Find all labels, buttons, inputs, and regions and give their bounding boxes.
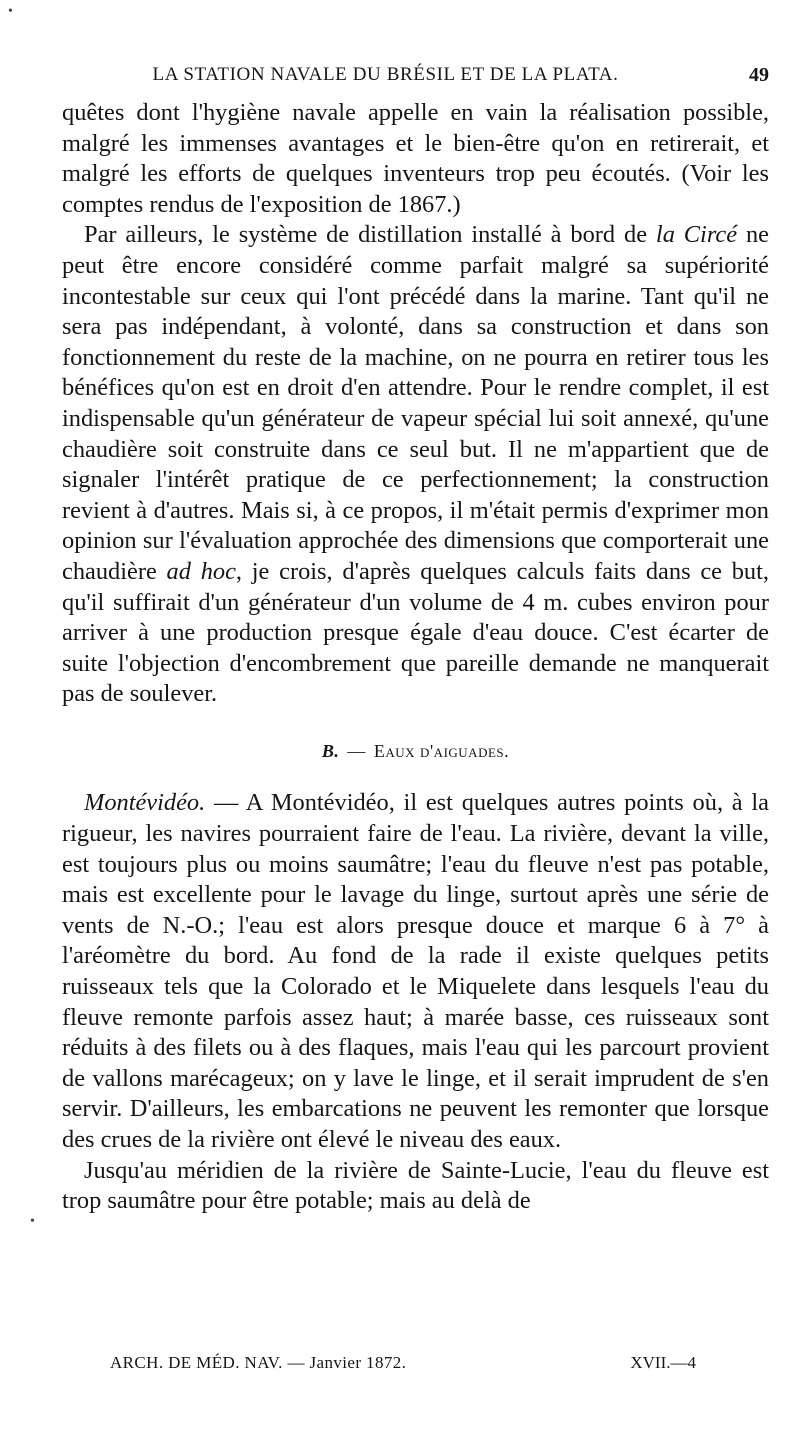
body-text: [62, 98, 769, 1217]
running-header: [62, 64, 769, 94]
ship-name: la Circé: [655, 221, 738, 249]
place-name: Montévidéo.: [84, 789, 206, 817]
margin-mark: •: [8, 4, 13, 19]
latin-term: ad hoc: [166, 557, 236, 585]
section-dash: —: [347, 740, 366, 761]
page-number: 49: [749, 64, 769, 86]
margin-mark: •: [30, 1214, 35, 1229]
paragraph-distillation: [62, 220, 769, 710]
paragraph-text: , je crois, d'après quelques calculs faits dans ce but, qu'il suffirait d'un générateur d'un volume de 4 m. cubes environ pour arriver à une production presque égale d'eau douce. C'est écarter de suite l'objection d'encombrement que pareille demande ne manquerait pas de soulever.: [62, 557, 769, 708]
paragraph-continuation: quêtes dont l'hygiène navale appelle en vain la réalisation possible, malgré les immenses avantages et le bien-être qu'on en retirerait, et malgré les efforts de quelques inventeurs trop peu écoutés. (Voir les comptes rendus de l'exposition de 1867.): [62, 99, 769, 218]
paragraph-text: ne peut être encore considéré comme parfait malgré sa supériorité incontestable sur ceux qui l'ont précédé dans la marine. Tant qu'il ne sera pas indépendant, à volonté, dans sa construction et dans son fonctionnement du reste de la machine, on ne pourra en retirer tous les bénéfices qu'on est en droit d'en attendre. Pour le rendre complet, il est indispensable qu'un générateur de vapeur spécial lui soit annexé, qu'une chaudière soit construite dans ce seul but. Il ne m'appartient que de signaler l'intérêt pratique de ce perfectionnement; la construction revient à d'autres. Mais si, à ce propos, il m'était permis d'exprimer mon opinion sur l'évaluation approchée des dimensions que comporterait une chaudière: [62, 221, 769, 585]
page-footer: [110, 1353, 696, 1379]
paragraph-montevideo: [62, 788, 769, 1155]
section-letter: B.: [321, 740, 340, 761]
paragraph-text: — A Montévidéo, il est quelques autres points où, à la rigueur, les navires pourraient faire de l'eau. La rivière, devant la ville, est toujours plus ou moins saumâtre; l'eau du fleuve n'est pas potable, mais est excellente pour le lavage du linge, surtout après une série de vents de N.-O.; l'eau est alors presque douce et marque 6 à 7° à l'aréomètre du bord. Au fond de la rade il existe quelques petits ruisseaux tels que la Colorado et le Miquelete dans lesquels l'eau du fleuve remonte parfois assez haut; à marée basse, ces ruisseaux sont réduits à des filets ou à des flaques, mais l'eau qui les parcourt provient de vallons marécageux; on y lave le linge, et il serait imprudent de s'en servir. D'ailleurs, les embarcations ne peuvent les remonter que lorsque des crues de la rivière ont élevé le niveau des eaux.: [62, 789, 769, 1153]
paragraph-text: Par ailleurs, le système de distillation installé à bord de: [84, 221, 656, 249]
footer-journal: ARCH. DE MÉD. NAV. — Janvier 1872.: [110, 1353, 407, 1372]
footer-signature: XVII.—4: [630, 1353, 696, 1372]
paragraph-sainte-lucie: Jusqu'au méridien de la rivière de Sainte-Lucie, l'eau du fleuve est trop saumâtre pour être potable; mais au delà de: [62, 1156, 769, 1215]
section-title: Eaux d'aiguades.: [373, 740, 510, 761]
section-heading: [62, 736, 769, 767]
running-title: LA STATION NAVALE DU BRÉSIL ET DE LA PLATA.: [152, 64, 619, 85]
